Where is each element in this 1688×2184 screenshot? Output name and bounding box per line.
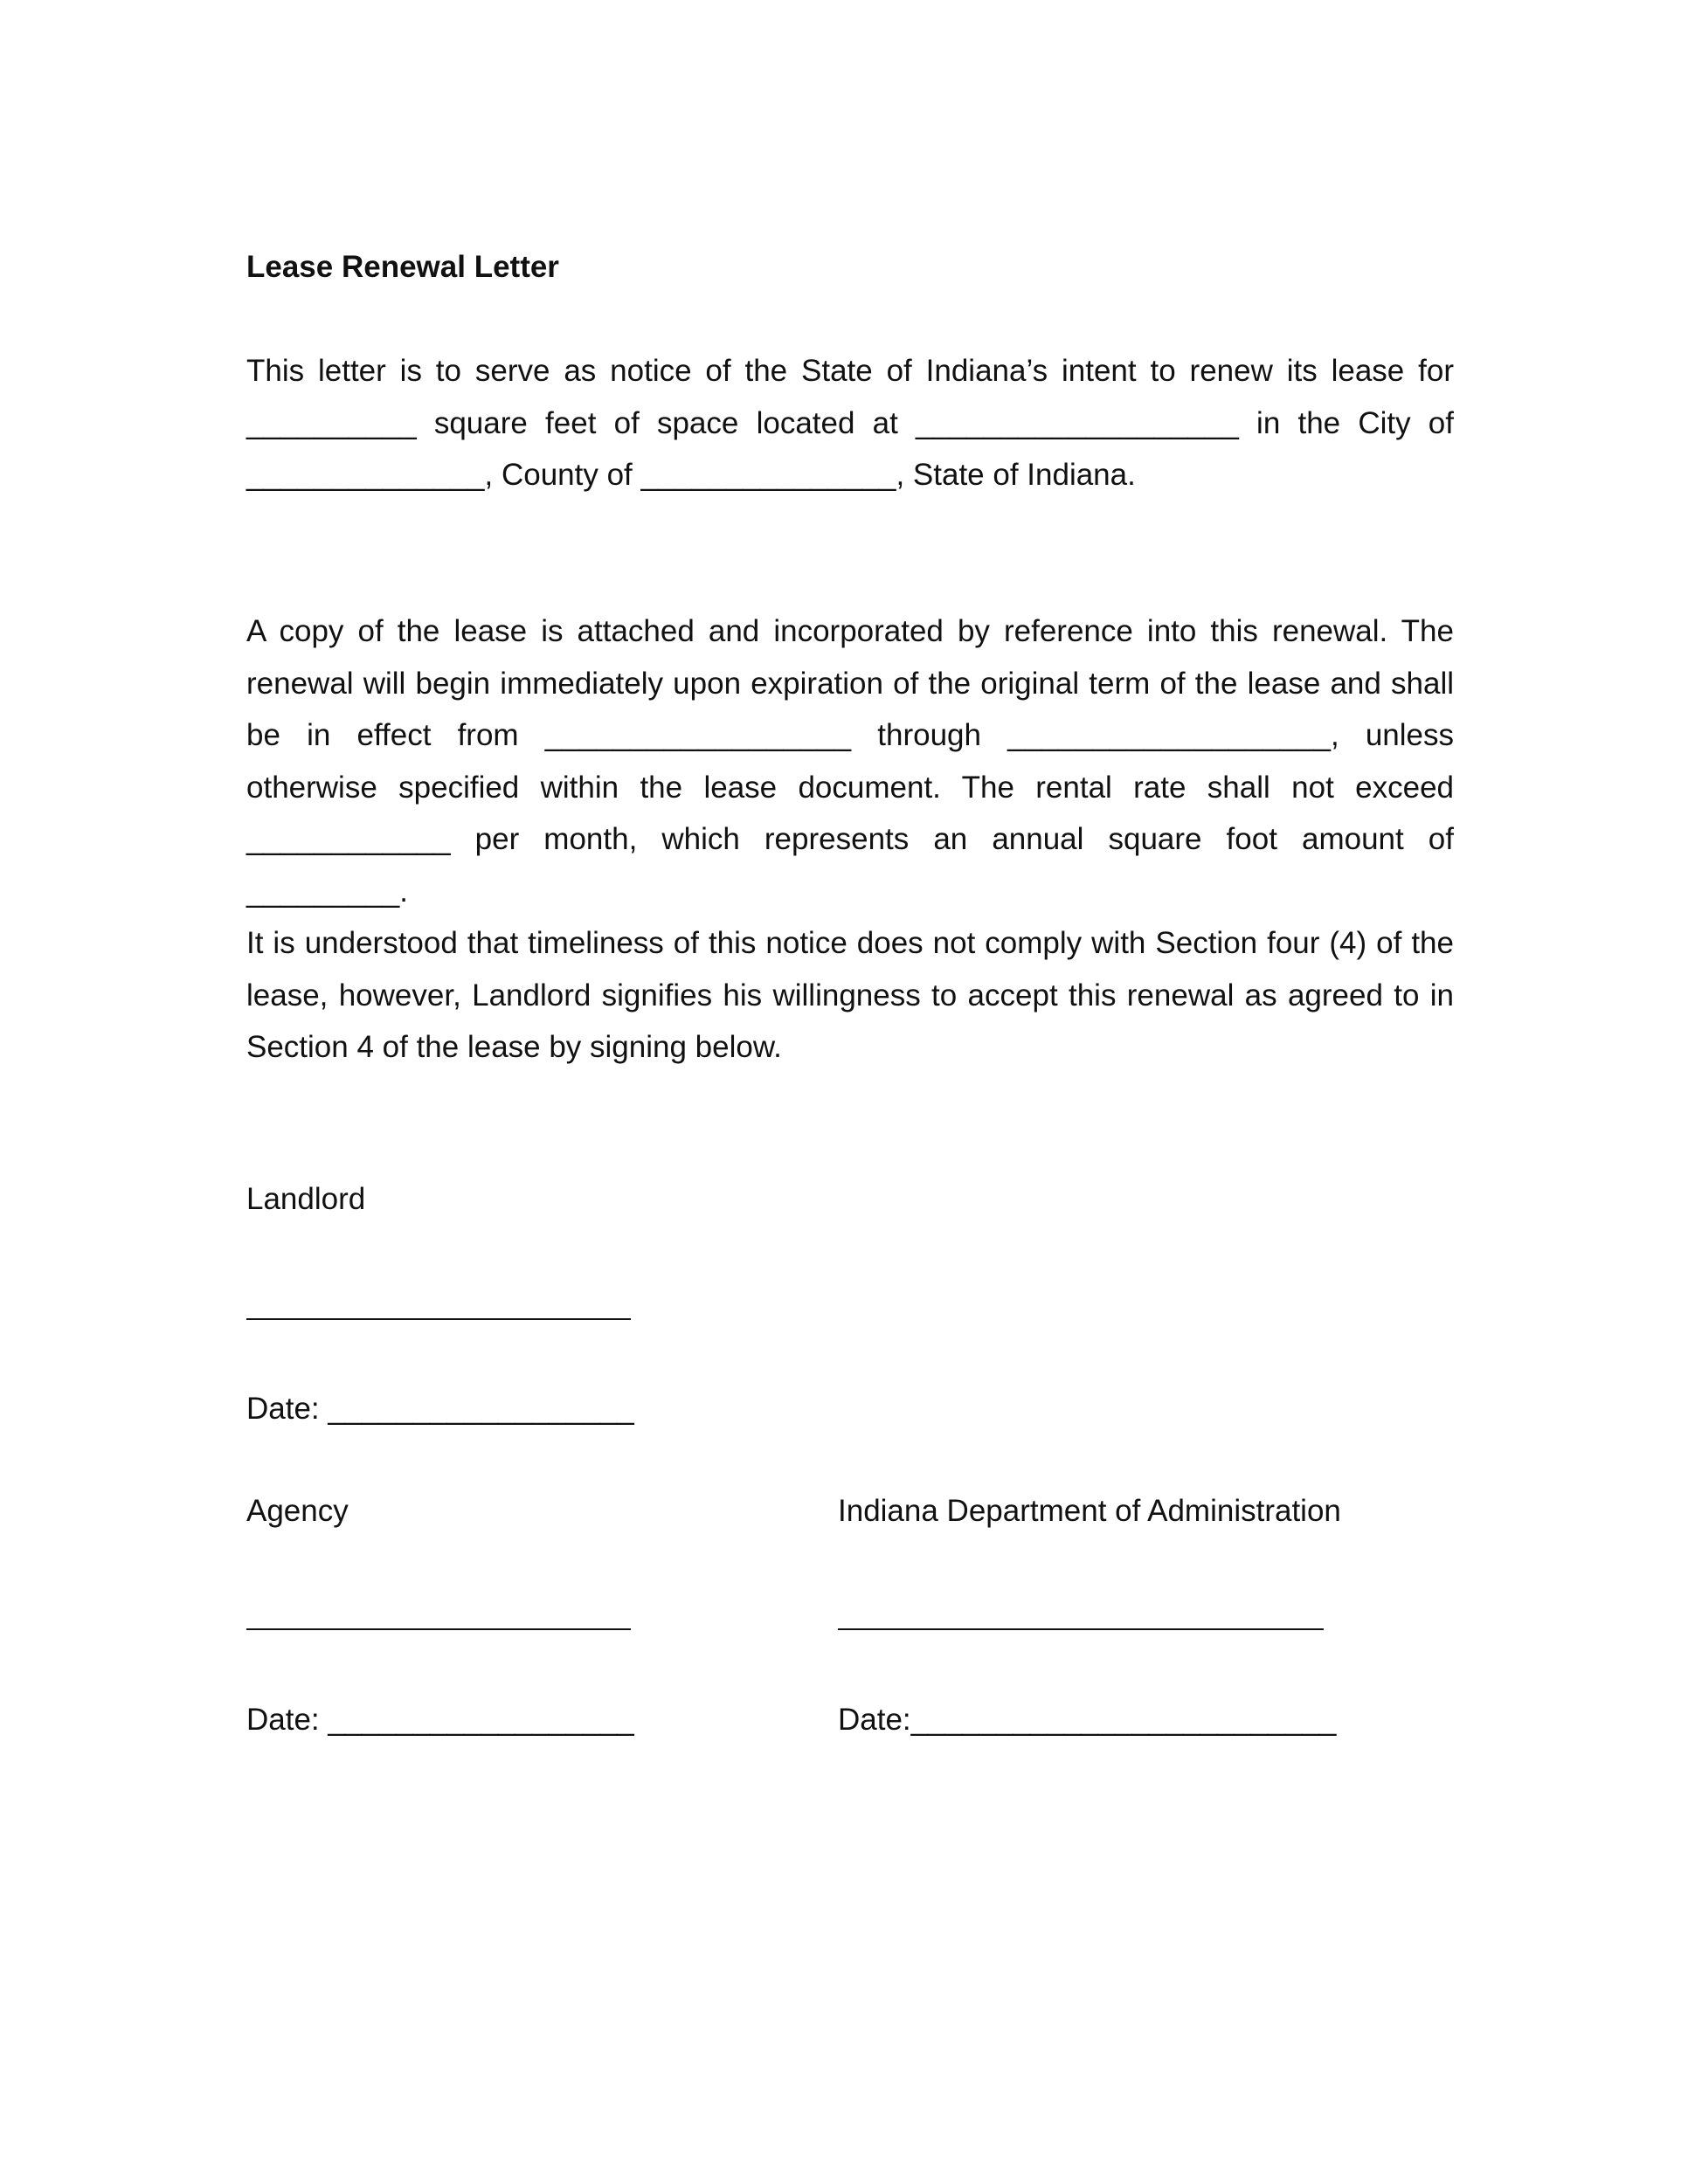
paragraph-timeliness: It is understood that timeliness of this notice does not comply with Section four (4) of the lease, however, Landlord signifies his willingness to accept this renewal as agreed to in Section 4 of the lease by signing below. [246, 926, 1454, 1065]
document-title: Lease Renewal Letter [246, 250, 559, 284]
landlord-label: Landlord [246, 1182, 366, 1216]
ida-label: Indiana Department of Administration [838, 1494, 1341, 1528]
ida-signature-line[interactable] [838, 1628, 1324, 1630]
agency-signature-line[interactable] [246, 1628, 631, 1630]
agency-date-label: Date: __________________ [246, 1703, 634, 1737]
paragraph-terms: A copy of the lease is attached and incorporated by reference into this renewal. The renewal will begin immediately upon expiration of the original term of the lease and shall be in effect from __________________ through ___________________, unless otherwise specified within the lease document. The rental rate shall not exceed ____________ per month, which represents an annual square foot amount of _________. [246, 614, 1454, 909]
paragraph-notice: This letter is to serve as notice of the State of Indiana’s intent to renew its lease for __________ square feet of space located at ___________________ in the City of ______________, County of _______________, State of Indiana. [246, 354, 1454, 493]
ida-date-label: Date:_________________________ [838, 1703, 1337, 1737]
landlord-date-label: Date: __________________ [246, 1392, 634, 1426]
agency-label: Agency [246, 1494, 349, 1528]
landlord-signature-line[interactable] [246, 1318, 631, 1320]
